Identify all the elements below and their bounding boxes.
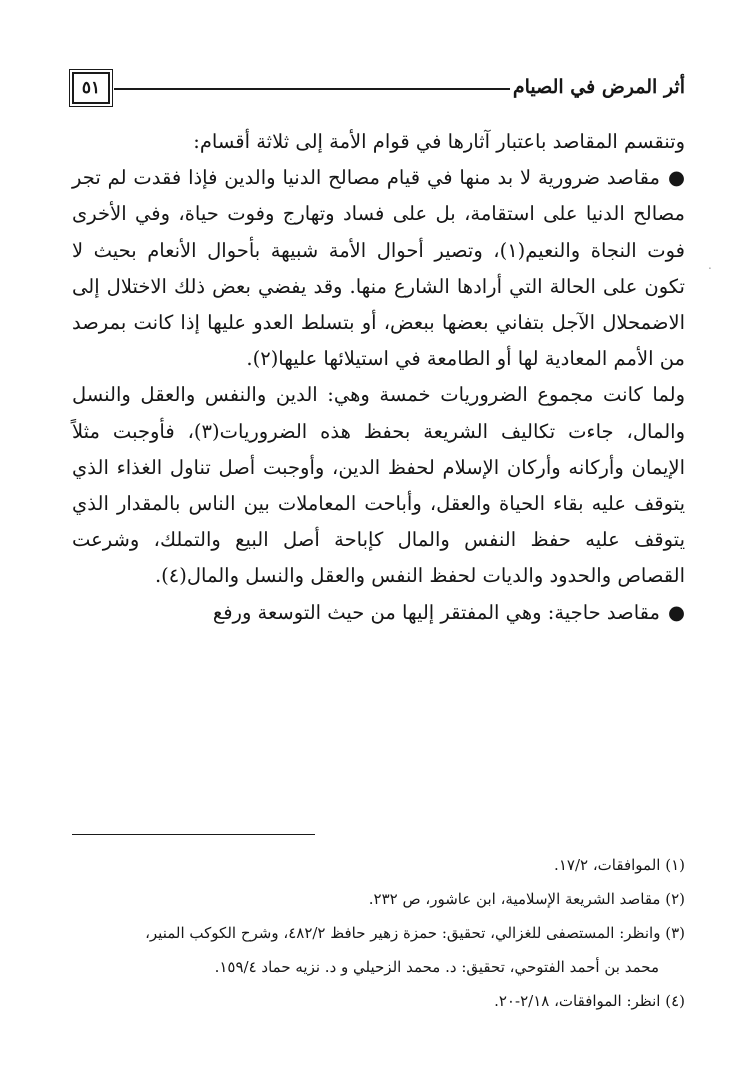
footnote-3: (٣) وانظر: المستصفى للغزالي، تحقيق: حمزة زهير حافظ ٤٨٢/٢، وشرح الكوكب المنير، [145,924,685,942]
footnote-2: (٢) مقاصد الشريعة الإسلامية، ابن عاشور، ص ٢٣٢. [368,890,685,908]
footnote-4: (٤) انظر: الموافقات، ٢/١٨-٢٠. [494,992,685,1010]
bullet-paragraph-text: مقاصد ضرورية لا بد منها في قيام مصالح الدنيا والدين فإذا فقدت لم تجر مصالح الدنيا على استقامة، بل على فساد وتهارج وفوت حياة، وفي الأخرى فوت النجاة والنعيم(١)، وتصير أحوال الأمة شبيهة بأحوال الأنعام بحيث لا تكون على الحالة التي أرادها الشارع منها. وقد يفضي بعض ذلك الاختلال إلى الاضمحلال الآجل بتفاني بعضها ببعض، أو بتسلط العدو عليها إذا كانت بمرصد من الأمم المعادية لها أو الطامعة في استيلائها عليها(٢). [72,166,685,371]
bullet-icon: ● [667,600,685,624]
bullet-paragraph-needs [72,595,685,631]
page-number-box: ٥١ [72,72,110,104]
main-text [72,124,685,631]
bullet-icon: ● [667,166,685,190]
running-header [72,72,685,106]
header-rule [114,88,510,90]
footnote-3-continued: محمد بن أحمد الفتوحي، تحقيق: د. محمد الزحيلي و د. نزيه حماد ١٥٩/٤. [214,958,659,976]
scan-mark: . [708,258,712,272]
intro-paragraph: وتنقسم المقاصد باعتبار آثارها في قوام الأمة إلى ثلاثة أقسام: [193,130,685,153]
footnote-1: (١) الموافقات، ١٧/٢. [554,856,685,874]
footnote-separator [72,834,315,835]
bullet-paragraph-necessities [72,160,685,377]
footnotes [72,848,685,1018]
paragraph-five-necessities: ولما كانت مجموع الضروريات خمسة وهي: الدين والنفس والعقل والنسل والمال، جاءت تكاليف الشريعة بحفظ هذه الضروريات(٣)، فأوجبت مثلاً الإيمان وأركانه وأركان الإسلام لحفظ الدين، وأوجبت أصل تناول الغذاء الذي يتوقف عليه بقاء الحياة والعقل، وأباحت المعاملات بين الناس بالمقدار الذي يتوقف عليه حفظ النفس والمال كإباحة أصل البيع والتملك، وشرعت القصاص والحدود والديات لحفظ النفس والعقل والنسل والمال(٤). [72,383,686,588]
bullet-paragraph-text: مقاصد حاجية: وهي المفتقر إليها من حيث التوسعة ورفع [212,600,660,624]
running-header-title: أثر المرض في الصيام [512,76,685,98]
